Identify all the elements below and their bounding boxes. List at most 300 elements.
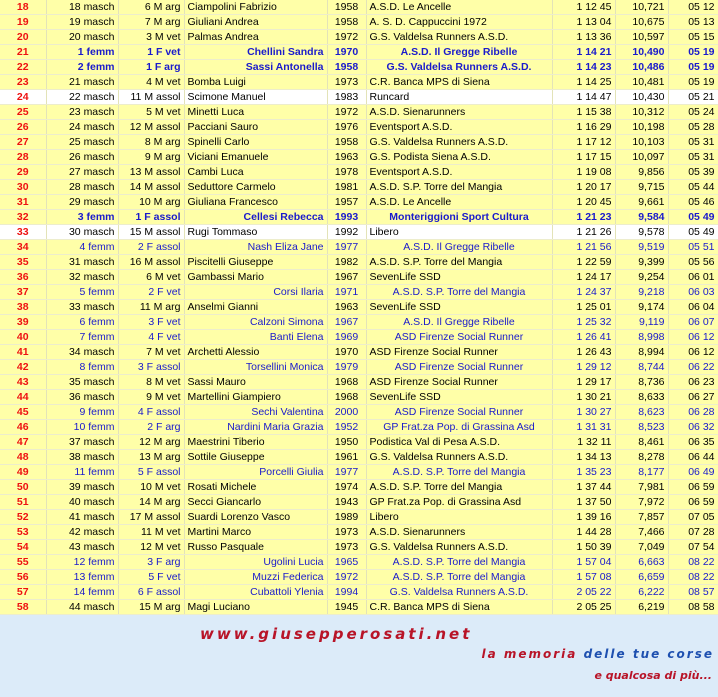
athlete-name-cell: Muzzi Federica	[184, 570, 327, 585]
athlete-name-cell: Secci Giancarlo	[184, 495, 327, 510]
table-row	[0, 495, 718, 510]
athlete-name-cell: Sechi Valentina	[184, 405, 327, 420]
position-cell: 30	[0, 180, 46, 195]
category-cell: 11 M vet	[118, 525, 184, 540]
pace-cell: 06 03	[668, 285, 718, 300]
birth-year-cell: 1977	[327, 240, 366, 255]
position-cell: 49	[0, 465, 46, 480]
finish-time-cell: 1 25 32	[552, 315, 615, 330]
position-cell: 36	[0, 270, 46, 285]
class-rank-cell: 9 femm	[46, 405, 118, 420]
birth-year-cell: 1968	[327, 390, 366, 405]
finish-time-cell: 1 14 25	[552, 75, 615, 90]
speed-cell: 7,466	[615, 525, 668, 540]
class-rank-cell: 34 masch	[46, 345, 118, 360]
category-cell: 15 M arg	[118, 600, 184, 615]
club-cell: A.S.D. S.P. Torre del Mangia	[366, 465, 552, 480]
speed-cell: 8,744	[615, 360, 668, 375]
club-cell: A. S. D. Cappuccini 1972	[366, 15, 552, 30]
class-rank-cell: 40 masch	[46, 495, 118, 510]
birth-year-cell: 1979	[327, 360, 366, 375]
pace-cell: 05 12	[668, 0, 718, 15]
table-row	[0, 90, 718, 105]
class-rank-cell: 30 masch	[46, 225, 118, 240]
pace-cell: 06 07	[668, 315, 718, 330]
pace-cell: 05 56	[668, 255, 718, 270]
pace-cell: 06 28	[668, 405, 718, 420]
finish-time-cell: 1 15 38	[552, 105, 615, 120]
athlete-name-cell: Suardi Lorenzo Vasco	[184, 510, 327, 525]
class-rank-cell: 43 masch	[46, 540, 118, 555]
speed-cell: 7,049	[615, 540, 668, 555]
table-row	[0, 300, 718, 315]
club-cell: A.S.D. Sienarunners	[366, 525, 552, 540]
birth-year-cell: 1957	[327, 195, 366, 210]
athlete-name-cell: Palmas Andrea	[184, 30, 327, 45]
class-rank-cell: 21 masch	[46, 75, 118, 90]
category-cell: 17 M assol	[118, 510, 184, 525]
speed-cell: 8,177	[615, 465, 668, 480]
athlete-name-cell: Ugolini Lucia	[184, 555, 327, 570]
category-cell: 13 M assol	[118, 165, 184, 180]
club-cell: ASD Firenze Social Runner	[366, 375, 552, 390]
athlete-name-cell: Sottile Giuseppe	[184, 450, 327, 465]
birth-year-cell: 1958	[327, 0, 366, 15]
club-cell: ASD Firenze Social Runner	[366, 360, 552, 375]
category-cell: 14 M assol	[118, 180, 184, 195]
pace-cell: 05 24	[668, 105, 718, 120]
position-cell: 39	[0, 315, 46, 330]
pace-cell: 06 27	[668, 390, 718, 405]
finish-time-cell: 1 22 59	[552, 255, 615, 270]
speed-cell: 9,174	[615, 300, 668, 315]
speed-cell: 9,578	[615, 225, 668, 240]
table-row	[0, 15, 718, 30]
table-row	[0, 525, 718, 540]
category-cell: 1 F assol	[118, 210, 184, 225]
club-cell: G.S. Valdelsa Runners A.S.D.	[366, 135, 552, 150]
athlete-name-cell: Porcelli Giulia	[184, 465, 327, 480]
position-cell: 50	[0, 480, 46, 495]
athlete-name-cell: Maestrini Tiberio	[184, 435, 327, 450]
athlete-name-cell: Spinelli Carlo	[184, 135, 327, 150]
birth-year-cell: 1983	[327, 90, 366, 105]
position-cell: 55	[0, 555, 46, 570]
speed-cell: 6,222	[615, 585, 668, 600]
athlete-name-cell: Nardini Maria Grazia	[184, 420, 327, 435]
athlete-name-cell: Cellesi Rebecca	[184, 210, 327, 225]
finish-time-cell: 1 12 45	[552, 0, 615, 15]
speed-cell: 10,481	[615, 75, 668, 90]
class-rank-cell: 41 masch	[46, 510, 118, 525]
speed-cell: 10,103	[615, 135, 668, 150]
birth-year-cell: 1974	[327, 480, 366, 495]
finish-time-cell: 1 24 17	[552, 270, 615, 285]
category-cell: 3 F assol	[118, 360, 184, 375]
pace-cell: 06 35	[668, 435, 718, 450]
category-cell: 11 M assol	[118, 90, 184, 105]
table-row	[0, 240, 718, 255]
site-url[interactable]: www.giusepperosati.net	[200, 625, 473, 643]
pace-cell: 06 49	[668, 465, 718, 480]
category-cell: 8 M vet	[118, 375, 184, 390]
speed-cell: 10,675	[615, 15, 668, 30]
club-cell: ASD Firenze Social Runner	[366, 330, 552, 345]
finish-time-cell: 1 14 23	[552, 60, 615, 75]
class-rank-cell: 11 femm	[46, 465, 118, 480]
finish-time-cell: 1 20 17	[552, 180, 615, 195]
category-cell: 4 M vet	[118, 75, 184, 90]
class-rank-cell: 36 masch	[46, 390, 118, 405]
club-cell: Monteriggioni Sport Cultura	[366, 210, 552, 225]
pace-cell: 08 22	[668, 570, 718, 585]
position-cell: 29	[0, 165, 46, 180]
category-cell: 3 F vet	[118, 315, 184, 330]
pace-cell: 07 28	[668, 525, 718, 540]
athlete-name-cell: Rugi Tommaso	[184, 225, 327, 240]
pace-cell: 05 49	[668, 210, 718, 225]
category-cell: 13 M arg	[118, 450, 184, 465]
birth-year-cell: 1969	[327, 330, 366, 345]
birth-year-cell: 1972	[327, 570, 366, 585]
birth-year-cell: 1973	[327, 540, 366, 555]
position-cell: 47	[0, 435, 46, 450]
class-rank-cell: 6 femm	[46, 315, 118, 330]
position-cell: 34	[0, 240, 46, 255]
speed-cell: 7,981	[615, 480, 668, 495]
class-rank-cell: 24 masch	[46, 120, 118, 135]
club-cell: C.R. Banca MPS di Siena	[366, 600, 552, 615]
category-cell: 3 M vet	[118, 30, 184, 45]
birth-year-cell: 1976	[327, 120, 366, 135]
table-row	[0, 270, 718, 285]
class-rank-cell: 42 masch	[46, 525, 118, 540]
birth-year-cell: 1972	[327, 105, 366, 120]
finish-time-cell: 1 44 28	[552, 525, 615, 540]
pace-cell: 06 23	[668, 375, 718, 390]
position-cell: 44	[0, 390, 46, 405]
finish-time-cell: 1 21 23	[552, 210, 615, 225]
position-cell: 32	[0, 210, 46, 225]
speed-cell: 6,219	[615, 600, 668, 615]
class-rank-cell: 35 masch	[46, 375, 118, 390]
athlete-name-cell: Calzoni Simona	[184, 315, 327, 330]
birth-year-cell: 1977	[327, 465, 366, 480]
speed-cell: 8,523	[615, 420, 668, 435]
table-row	[0, 30, 718, 45]
finish-time-cell: 1 34 13	[552, 450, 615, 465]
birth-year-cell: 1973	[327, 75, 366, 90]
birth-year-cell: 1989	[327, 510, 366, 525]
speed-cell: 8,633	[615, 390, 668, 405]
speed-cell: 8,623	[615, 405, 668, 420]
finish-time-cell: 1 57 08	[552, 570, 615, 585]
category-cell: 12 M arg	[118, 435, 184, 450]
pace-cell: 08 58	[668, 600, 718, 615]
pace-cell: 07 05	[668, 510, 718, 525]
category-cell: 5 M vet	[118, 105, 184, 120]
club-cell: ASD Firenze Social Runner	[366, 405, 552, 420]
table-row	[0, 120, 718, 135]
pace-cell: 06 22	[668, 360, 718, 375]
position-cell: 53	[0, 525, 46, 540]
category-cell: 14 M arg	[118, 495, 184, 510]
club-cell: GP Frat.za Pop. di Grassina Asd	[366, 420, 552, 435]
birth-year-cell: 1943	[327, 495, 366, 510]
category-cell: 12 M assol	[118, 120, 184, 135]
position-cell: 28	[0, 150, 46, 165]
table-row	[0, 210, 718, 225]
finish-time-cell: 1 26 41	[552, 330, 615, 345]
position-cell: 26	[0, 120, 46, 135]
birth-year-cell: 1952	[327, 420, 366, 435]
speed-cell: 7,857	[615, 510, 668, 525]
position-cell: 48	[0, 450, 46, 465]
position-cell: 43	[0, 375, 46, 390]
class-rank-cell: 19 masch	[46, 15, 118, 30]
table-row	[0, 255, 718, 270]
finish-time-cell: 2 05 22	[552, 585, 615, 600]
birth-year-cell: 1963	[327, 150, 366, 165]
table-row	[0, 405, 718, 420]
class-rank-cell: 27 masch	[46, 165, 118, 180]
class-rank-cell: 28 masch	[46, 180, 118, 195]
class-rank-cell: 3 femm	[46, 210, 118, 225]
speed-cell: 10,490	[615, 45, 668, 60]
position-cell: 58	[0, 600, 46, 615]
club-cell: A.S.D. S.P. Torre del Mangia	[366, 255, 552, 270]
club-cell: A.S.D. Il Gregge Ribelle	[366, 315, 552, 330]
speed-cell: 10,097	[615, 150, 668, 165]
pace-cell: 05 19	[668, 45, 718, 60]
birth-year-cell: 1958	[327, 15, 366, 30]
birth-year-cell: 1950	[327, 435, 366, 450]
speed-cell: 8,998	[615, 330, 668, 345]
class-rank-cell: 37 masch	[46, 435, 118, 450]
speed-cell: 8,994	[615, 345, 668, 360]
pace-cell: 05 28	[668, 120, 718, 135]
birth-year-cell: 1994	[327, 585, 366, 600]
pace-cell: 06 59	[668, 480, 718, 495]
position-cell: 25	[0, 105, 46, 120]
birth-year-cell: 1967	[327, 270, 366, 285]
club-cell: G.S. Valdelsa Runners A.S.D.	[366, 60, 552, 75]
speed-cell: 8,461	[615, 435, 668, 450]
class-rank-cell: 10 femm	[46, 420, 118, 435]
athlete-name-cell: Torsellini Monica	[184, 360, 327, 375]
athlete-name-cell: Seduttore Carmelo	[184, 180, 327, 195]
birth-year-cell: 2000	[327, 405, 366, 420]
finish-time-cell: 1 57 04	[552, 555, 615, 570]
finish-time-cell: 1 13 36	[552, 30, 615, 45]
club-cell: ASD Firenze Social Runner	[366, 345, 552, 360]
table-row	[0, 285, 718, 300]
speed-cell: 10,721	[615, 0, 668, 15]
speed-cell: 10,312	[615, 105, 668, 120]
finish-time-cell: 1 20 45	[552, 195, 615, 210]
category-cell: 3 F arg	[118, 555, 184, 570]
finish-time-cell: 1 21 56	[552, 240, 615, 255]
category-cell: 10 M vet	[118, 480, 184, 495]
athlete-name-cell: Giuliani Andrea	[184, 15, 327, 30]
speed-cell: 10,430	[615, 90, 668, 105]
pace-cell: 06 04	[668, 300, 718, 315]
table-row	[0, 150, 718, 165]
club-cell: A.S.D. Sienarunners	[366, 105, 552, 120]
class-rank-cell: 13 femm	[46, 570, 118, 585]
athlete-name-cell: Scimone Manuel	[184, 90, 327, 105]
birth-year-cell: 1965	[327, 555, 366, 570]
category-cell: 6 M vet	[118, 270, 184, 285]
table-row	[0, 105, 718, 120]
category-cell: 7 M arg	[118, 15, 184, 30]
club-cell: SevenLife SSD	[366, 390, 552, 405]
class-rank-cell: 12 femm	[46, 555, 118, 570]
tagline-part-2: delle tue corse	[583, 647, 714, 661]
category-cell: 4 F assol	[118, 405, 184, 420]
club-cell: G.S. Valdelsa Runners A.S.D.	[366, 585, 552, 600]
speed-cell: 6,659	[615, 570, 668, 585]
birth-year-cell: 1958	[327, 60, 366, 75]
table-row	[0, 435, 718, 450]
table-row	[0, 540, 718, 555]
class-rank-cell: 32 masch	[46, 270, 118, 285]
category-cell: 4 F vet	[118, 330, 184, 345]
pace-cell: 06 12	[668, 330, 718, 345]
speed-cell: 9,584	[615, 210, 668, 225]
athlete-name-cell: Russo Pasquale	[184, 540, 327, 555]
class-rank-cell: 4 femm	[46, 240, 118, 255]
position-cell: 22	[0, 60, 46, 75]
club-cell: A.S.D. S.P. Torre del Mangia	[366, 180, 552, 195]
pace-cell: 05 39	[668, 165, 718, 180]
class-rank-cell: 31 masch	[46, 255, 118, 270]
table-row	[0, 570, 718, 585]
position-cell: 23	[0, 75, 46, 90]
birth-year-cell: 1967	[327, 315, 366, 330]
club-cell: A.S.D. S.P. Torre del Mangia	[366, 285, 552, 300]
pace-cell: 06 44	[668, 450, 718, 465]
speed-cell: 9,856	[615, 165, 668, 180]
class-rank-cell: 25 masch	[46, 135, 118, 150]
position-cell: 56	[0, 570, 46, 585]
speed-cell: 6,663	[615, 555, 668, 570]
position-cell: 35	[0, 255, 46, 270]
table-row	[0, 480, 718, 495]
position-cell: 18	[0, 0, 46, 15]
table-row	[0, 465, 718, 480]
birth-year-cell: 1963	[327, 300, 366, 315]
finish-time-cell: 1 30 21	[552, 390, 615, 405]
finish-time-cell: 1 17 15	[552, 150, 615, 165]
category-cell: 15 M assol	[118, 225, 184, 240]
class-rank-cell: 22 masch	[46, 90, 118, 105]
pace-cell: 05 49	[668, 225, 718, 240]
finish-time-cell: 1 19 08	[552, 165, 615, 180]
speed-cell: 8,736	[615, 375, 668, 390]
club-cell: Libero	[366, 510, 552, 525]
finish-time-cell: 1 13 04	[552, 15, 615, 30]
finish-time-cell: 1 35 23	[552, 465, 615, 480]
table-row	[0, 75, 718, 90]
athlete-name-cell: Cubattoli Ylenia	[184, 585, 327, 600]
position-cell: 19	[0, 15, 46, 30]
class-rank-cell: 5 femm	[46, 285, 118, 300]
pace-cell: 06 01	[668, 270, 718, 285]
pace-cell: 07 54	[668, 540, 718, 555]
class-rank-cell: 14 femm	[46, 585, 118, 600]
position-cell: 42	[0, 360, 46, 375]
position-cell: 41	[0, 345, 46, 360]
club-cell: Runcard	[366, 90, 552, 105]
position-cell: 57	[0, 585, 46, 600]
club-cell: A.S.D. Le Ancelle	[366, 195, 552, 210]
category-cell: 12 M vet	[118, 540, 184, 555]
pace-cell: 08 57	[668, 585, 718, 600]
pace-cell: 05 44	[668, 180, 718, 195]
tagline	[481, 647, 714, 661]
pace-cell: 05 21	[668, 90, 718, 105]
club-cell: A.S.D. S.P. Torre del Mangia	[366, 555, 552, 570]
table-row	[0, 195, 718, 210]
speed-cell: 10,198	[615, 120, 668, 135]
pace-cell: 05 19	[668, 75, 718, 90]
category-cell: 6 M arg	[118, 0, 184, 15]
speed-cell: 10,597	[615, 30, 668, 45]
pace-cell: 05 46	[668, 195, 718, 210]
pace-cell: 05 19	[668, 60, 718, 75]
speed-cell: 9,119	[615, 315, 668, 330]
birth-year-cell: 1970	[327, 45, 366, 60]
athlete-name-cell: Sassi Antonella	[184, 60, 327, 75]
club-cell: A.S.D. S.P. Torre del Mangia	[366, 570, 552, 585]
club-cell: SevenLife SSD	[366, 270, 552, 285]
category-cell: 8 M arg	[118, 135, 184, 150]
athlete-name-cell: Martellini Giampiero	[184, 390, 327, 405]
table-row	[0, 330, 718, 345]
athlete-name-cell: Chellini Sandra	[184, 45, 327, 60]
finish-time-cell: 1 32 11	[552, 435, 615, 450]
tagline-part-1: la memoria	[481, 647, 584, 661]
finish-time-cell: 1 37 44	[552, 480, 615, 495]
position-cell: 51	[0, 495, 46, 510]
pace-cell: 05 13	[668, 15, 718, 30]
athlete-name-cell: Corsi Ilaria	[184, 285, 327, 300]
birth-year-cell: 1981	[327, 180, 366, 195]
position-cell: 24	[0, 90, 46, 105]
class-rank-cell: 44 masch	[46, 600, 118, 615]
athlete-name-cell: Piscitelli Giuseppe	[184, 255, 327, 270]
position-cell: 52	[0, 510, 46, 525]
birth-year-cell: 1958	[327, 135, 366, 150]
athlete-name-cell: Gambassi Mario	[184, 270, 327, 285]
class-rank-cell: 33 masch	[46, 300, 118, 315]
speed-cell: 8,278	[615, 450, 668, 465]
pace-cell: 05 31	[668, 150, 718, 165]
athlete-name-cell: Rosati Michele	[184, 480, 327, 495]
table-row	[0, 0, 718, 15]
footer-subtitle: e qualcosa di più...	[594, 669, 712, 682]
table-row	[0, 180, 718, 195]
club-cell: Podistica Val di Pesa A.S.D.	[366, 435, 552, 450]
athlete-name-cell: Archetti Alessio	[184, 345, 327, 360]
finish-time-cell: 1 31 31	[552, 420, 615, 435]
birth-year-cell: 1982	[327, 255, 366, 270]
finish-time-cell: 1 29 12	[552, 360, 615, 375]
athlete-name-cell: Pacciani Sauro	[184, 120, 327, 135]
speed-cell: 10,486	[615, 60, 668, 75]
position-cell: 33	[0, 225, 46, 240]
